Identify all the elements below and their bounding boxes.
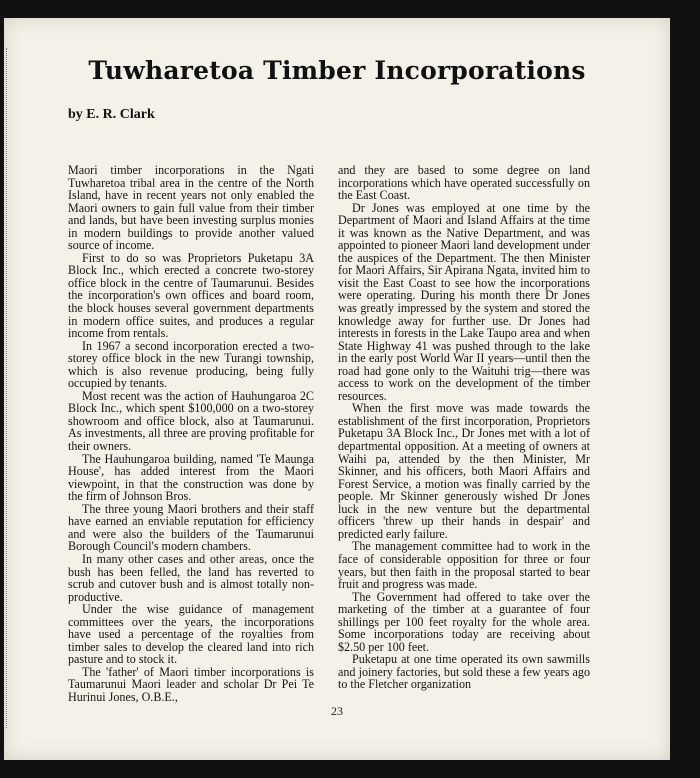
paragraph: When the first move was made towards the establishment of the first incorporation, Proprietors Puketapu 3A Block Inc., Dr Jones met with a lot of departmental opposition. At a meeting of owners at Waihi pa, attended by the then Minister, Mr Skinner, and his officers, both Maori Affairs and Forest Service, a motion was finally carried by the people. Mr Skinner generously wished Dr Jones luck in the new venture but the departmental officers 'threw up their hands in despair' and predicted early failure. xyxy=(338,401,590,541)
paragraph-continued: and they are based to some degree on land incorporations which have operated successfully on the East Coast. xyxy=(338,163,590,203)
paragraph: In 1967 a second incorporation erected a two-storey office block in the new Turangi township, which is also revenue producing, being fully occupied by tenants. xyxy=(68,338,314,391)
paragraph: The Government had offered to take over the marketing of the timber at a guarantee of four shillings per 100 feet royalty for the whole area. Some incorporations today are receiving about $2.50 per 100 feet. xyxy=(338,589,590,654)
article-byline: by E. R. Clark xyxy=(68,107,155,122)
paragraph: Under the wise guidance of management committees over the years, the incorporations have used a percentage of the royalties from timber sales to develop the cleared land into rich pasture and to stock it. xyxy=(68,602,314,667)
right-column xyxy=(338,164,590,691)
paragraph: Maori timber incorporations in the Ngati Tuwharetoa tribal area in the centre of the North Island, have in recent years not only enabled the Maori owners to gain full value from their timber and lands, but have been investing surplus monies in modern buildings to provide another valued source of income. xyxy=(68,163,314,253)
paragraph: In many other cases and other areas, once the bush has been felled, the land has reverted to scrub and cutover bush and is almost totally non-productive. xyxy=(68,551,314,604)
paragraph: Dr Jones was employed at one time by the Department of Maori and Island Affairs at the time it was known as the Native Department, and was appointed to pioneer Maori land development under the auspices of the Department. The then Minister for Maori Affairs, Sir Apirana Ngata, invited him to visit the East Coast to see how the incorporations were operating. During his month there Dr Jones was greatly impressed by the system and stored the knowledge away for further use. Dr Jones had interests in forests in the Lake Taupo area and when State Highway 41 was pushed through to the lake in the early post World War II years—until then the road had gone only to the Waituhi trig—there was access to work on the development of the timber resources. xyxy=(338,200,590,403)
paragraph: The 'father' of Maori timber incorporations is Taumarunui Maori leader and scholar Dr Pei Te Hurinui Jones, O.B.E., xyxy=(68,664,314,704)
magazine-page xyxy=(4,18,670,760)
paragraph: The Hauhungaroa building, named 'Te Maunga House', has added interest from the Maori viewpoint, in that the construction was done by the firm of Johnson Bros. xyxy=(68,451,314,504)
paragraph: First to do so was Proprietors Puketapu 3A Block Inc., which erected a concrete two-storey office block in the centre of Taumarunui. Besides the incorporation's own offices and board room, the block houses several government departments in modern office suites, and produces a regular income from rentals. xyxy=(68,250,314,341)
paragraph: The three young Maori brothers and their staff have earned an enviable reputation for efficiency and were also the builders of the Taumarunui Borough Council's modern chambers. xyxy=(68,501,314,554)
left-column xyxy=(68,164,314,704)
paragraph: The management committee had to work in the face of considerable opposition for three or four years, but then faith in the proposal started to bear fruit and progress was made. xyxy=(338,539,590,592)
page-number: 23 xyxy=(331,704,343,718)
paragraph: Puketapu at one time operated its own sawmills and joinery factories, but sold these a few years ago to the Fletcher organization xyxy=(338,652,590,692)
paragraph: Most recent was the action of Hauhungaroa 2C Block Inc., which spent $100,000 on a two-storey showroom and office block, also at Taumarunui. As investments, all three are proving profitable for their owners. xyxy=(68,388,314,454)
margin-binding-marks xyxy=(6,48,11,728)
article-title: Tuwharetoa Timber Incorporations xyxy=(88,56,586,85)
